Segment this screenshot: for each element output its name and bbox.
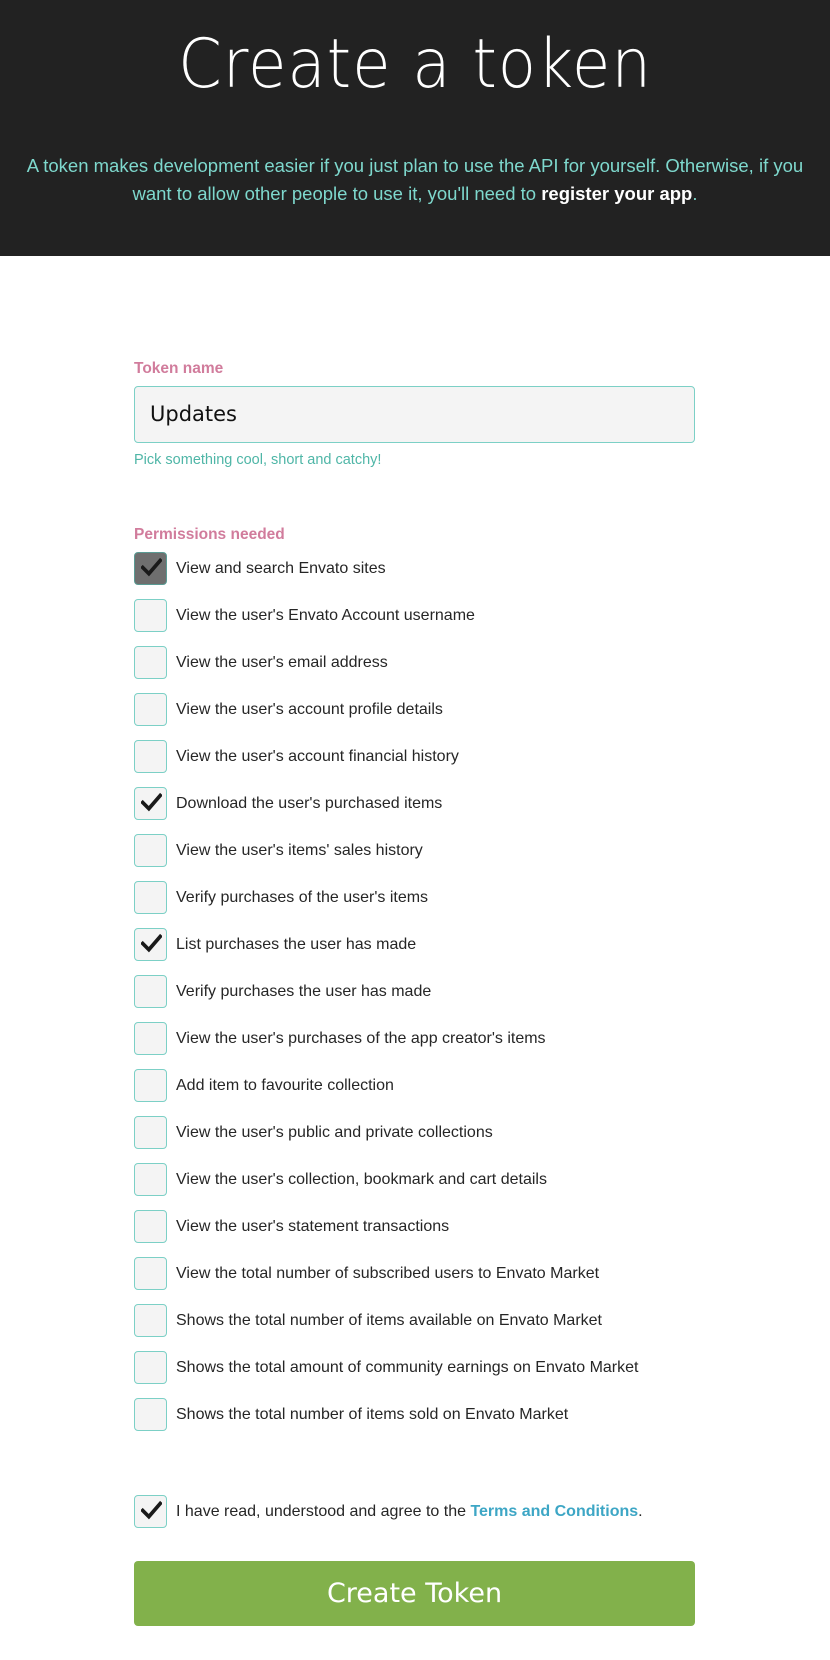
terms-checkbox[interactable] [134,1495,167,1528]
permission-checkbox[interactable] [134,1069,167,1102]
permission-label: View the user's items' sales history [176,842,423,859]
permission-label: View the user's account financial history [176,748,459,765]
permission-item[interactable] [134,881,754,928]
permission-checkbox[interactable] [134,693,167,726]
permission-checkbox[interactable] [134,928,167,961]
permissions-list [134,552,754,1445]
terms-label [176,1495,643,1529]
checkmark-icon [141,933,162,954]
permission-checkbox[interactable] [134,1210,167,1243]
permission-item[interactable] [134,1304,754,1351]
permission-label: Verify purchases of the user's items [176,889,429,906]
permission-item[interactable] [134,1022,754,1069]
permission-item[interactable] [134,740,754,787]
intro-text-body: A token makes development easier if you just plan to use the API for yourself. Otherwise, if you want to allow other people to use it, you'll need to [26,155,804,204]
permission-label: Shows the total number of items sold on Envato Market [176,1406,569,1423]
permission-checkbox[interactable] [134,1257,167,1290]
page-title: Create a token [178,25,652,104]
permission-item[interactable] [134,787,754,834]
permission-item[interactable] [134,1163,754,1210]
terms-agreement [134,1495,643,1529]
permission-checkbox[interactable] [134,1304,167,1337]
permission-checkbox[interactable] [134,1398,167,1431]
permission-item[interactable] [134,928,754,975]
permission-label: View the user's purchases of the app creator's items [176,1030,546,1047]
permission-checkbox[interactable] [134,740,167,773]
permission-label: View the user's statement transactions [176,1218,450,1235]
permission-item[interactable] [134,1351,754,1398]
permission-label: View the user's account profile details [176,701,443,718]
permission-item[interactable] [134,1257,754,1304]
permission-item[interactable] [134,693,754,740]
checkmark-icon [141,557,162,578]
checkmark-icon [141,792,162,813]
permission-checkbox[interactable] [134,1163,167,1196]
permission-item[interactable] [134,1069,754,1116]
intro-text [25,152,805,208]
permission-item[interactable] [134,552,754,599]
permission-label: Download the user's purchased items [176,795,443,812]
checkmark-icon [141,1500,162,1521]
permission-label: List purchases the user has made [176,936,417,953]
permission-checkbox[interactable] [134,1116,167,1149]
permission-label: View and search Envato sites [176,560,386,577]
permission-checkbox[interactable] [134,1351,167,1384]
create-token-button[interactable]: Create Token [134,1561,695,1626]
register-app-link[interactable]: register your app [541,183,693,204]
intro-text-end: . [692,183,698,204]
permission-label: View the user's email address [176,654,388,671]
page-header [0,0,830,256]
permission-label: View the user's public and private collections [176,1124,493,1141]
permission-label: View the total number of subscribed users to Envato Market [176,1265,600,1282]
permission-item[interactable] [134,1398,754,1445]
terms-end: . [638,1503,643,1520]
terms-text: I have read, understood and agree to the [176,1503,471,1520]
permission-checkbox[interactable] [134,1022,167,1055]
permission-label: Verify purchases the user has made [176,983,432,1000]
permission-item[interactable] [134,1116,754,1163]
permission-item[interactable] [134,646,754,693]
permission-checkbox[interactable] [134,881,167,914]
permission-item[interactable] [134,599,754,646]
token-name-label: Token name [134,360,224,377]
permission-item[interactable] [134,1210,754,1257]
permission-item[interactable] [134,834,754,881]
permission-label: Add item to favourite collection [176,1077,394,1094]
permissions-label: Permissions needed [134,526,285,543]
permission-checkbox[interactable] [134,646,167,679]
permission-label: View the user's Envato Account username [176,607,475,624]
permission-checkbox[interactable] [134,975,167,1008]
permission-checkbox[interactable] [134,834,167,867]
permission-checkbox[interactable] [134,599,167,632]
terms-link[interactable]: Terms and Conditions [470,1503,639,1520]
permission-label: View the user's collection, bookmark and cart details [176,1171,547,1188]
token-name-hint: Pick something cool, short and catchy! [134,452,382,468]
permission-checkbox[interactable] [134,787,167,820]
token-name-input[interactable]: Updates [134,386,695,443]
permission-label: Shows the total amount of community earnings on Envato Market [176,1359,639,1376]
permission-label: Shows the total number of items available on Envato Market [176,1312,602,1329]
permission-checkbox[interactable] [134,552,167,585]
permission-item[interactable] [134,975,754,1022]
